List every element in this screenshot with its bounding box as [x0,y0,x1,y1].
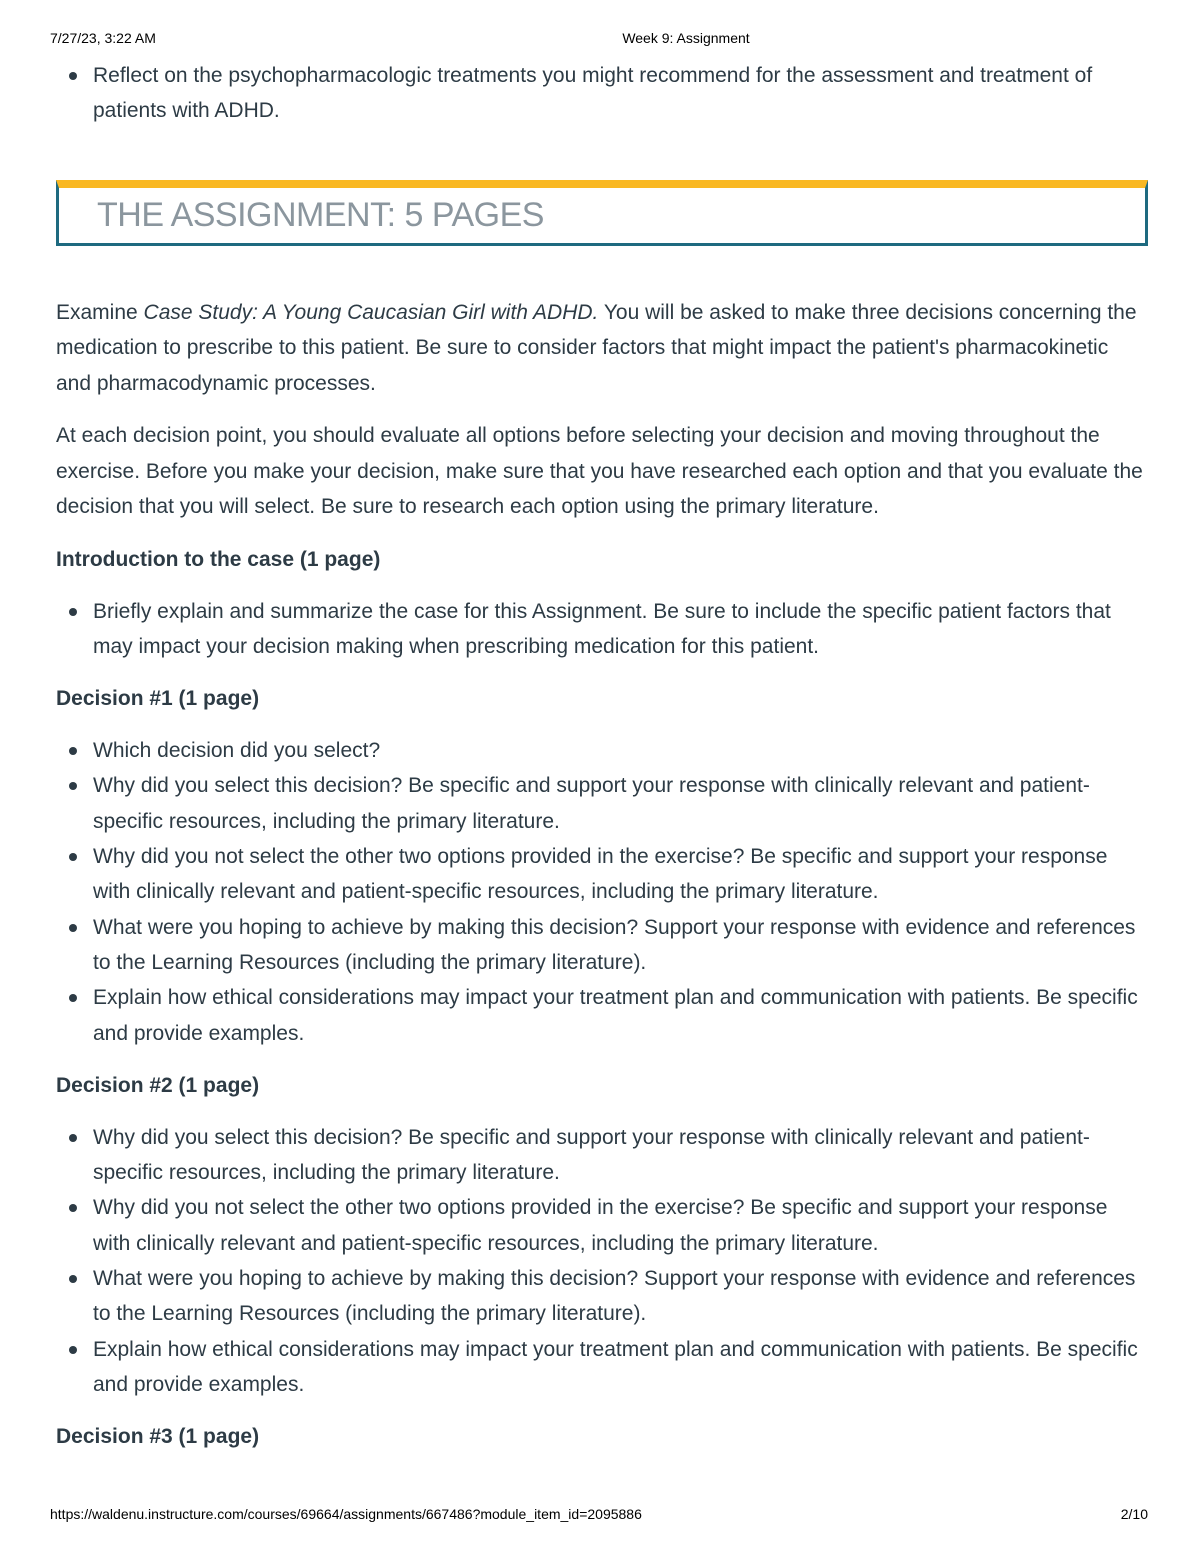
assignment-content [56,58,1148,1454]
intro-list [56,594,1148,665]
list-item: What were you hoping to achieve by making this decision? Support your response with evidence and references to the Learning Resources (including the primary literature). [56,910,1148,981]
print-page-title: Week 9: Assignment [622,30,750,46]
top-bullet-list [56,58,1148,129]
case-study-title: Case Study: A Young Caucasian Girl with ADHD. [143,300,599,324]
list-item: Why did you not select the other two options provided in the exercise? Be specific and support your response with clinically relevant and patient-specific resources, including the primary literature. [56,1190,1148,1261]
section-heading-decision-3: Decision #3 (1 page) [56,1425,260,1449]
list-item: Briefly explain and summarize the case for this Assignment. Be sure to include the specific patient factors that may impact your decision making when prescribing medication for this patient. [56,594,1148,665]
decision-2-list [56,1120,1148,1402]
banner-title: THE ASSIGNMENT: 5 PAGES [97,195,544,234]
print-url: https://waldenu.instructure.com/courses/69664/assignments/667486?module_item_id=2095886 [50,1506,642,1522]
decision-1-list [56,733,1148,1051]
intro-suffix: You will be asked to make three decisions concerning the medication to prescribe to this patient. Be sure to consider factors that might impact the patient's pharmacokinetic and pharmacodynamic processes. [56,300,1137,395]
list-item: Why did you not select the other two options provided in the exercise? Be specific and support your response with clinically relevant and patient-specific resources, including the primary literature. [56,839,1148,910]
intro-prefix: Examine [56,300,144,324]
print-date: 7/27/23, 3:22 AM [50,30,156,46]
section-heading-intro: Introduction to the case (1 page) [56,547,381,571]
list-item: Which decision did you select? [56,733,1148,768]
list-item: Reflect on the psychopharmacologic treatments you might recommend for the assessment and treatment of patients with ADHD. [56,58,1148,129]
list-item: Why did you select this decision? Be specific and support your response with clinically relevant and patient-specific resources, including the primary literature. [56,768,1148,839]
assignment-banner [56,180,1148,246]
print-header [0,30,1200,50]
section-heading-decision-1: Decision #1 (1 page) [56,687,260,711]
decision-point-paragraph: At each decision point, you should evaluate all options before selecting your decision and moving throughout the exercise. Before you make your decision, make sure that you have researched each option and that you evaluate the decision that you will select. Be sure to research each option using the primary literature. [56,424,1143,519]
list-item: What were you hoping to achieve by making this decision? Support your response with evidence and references to the Learning Resources (including the primary literature). [56,1261,1148,1332]
list-item: Explain how ethical considerations may impact your treatment plan and communication with patients. Be specific and provide examples. [56,980,1148,1051]
list-item: Why did you select this decision? Be specific and support your response with clinically relevant and patient-specific resources, including the primary literature. [56,1120,1148,1191]
page-number: 2/10 [1120,1506,1148,1522]
intro-paragraph [56,295,1148,402]
section-heading-decision-2: Decision #2 (1 page) [56,1073,260,1097]
print-footer [0,1506,1200,1526]
list-item: Explain how ethical considerations may impact your treatment plan and communication with patients. Be specific and provide examples. [56,1332,1148,1403]
